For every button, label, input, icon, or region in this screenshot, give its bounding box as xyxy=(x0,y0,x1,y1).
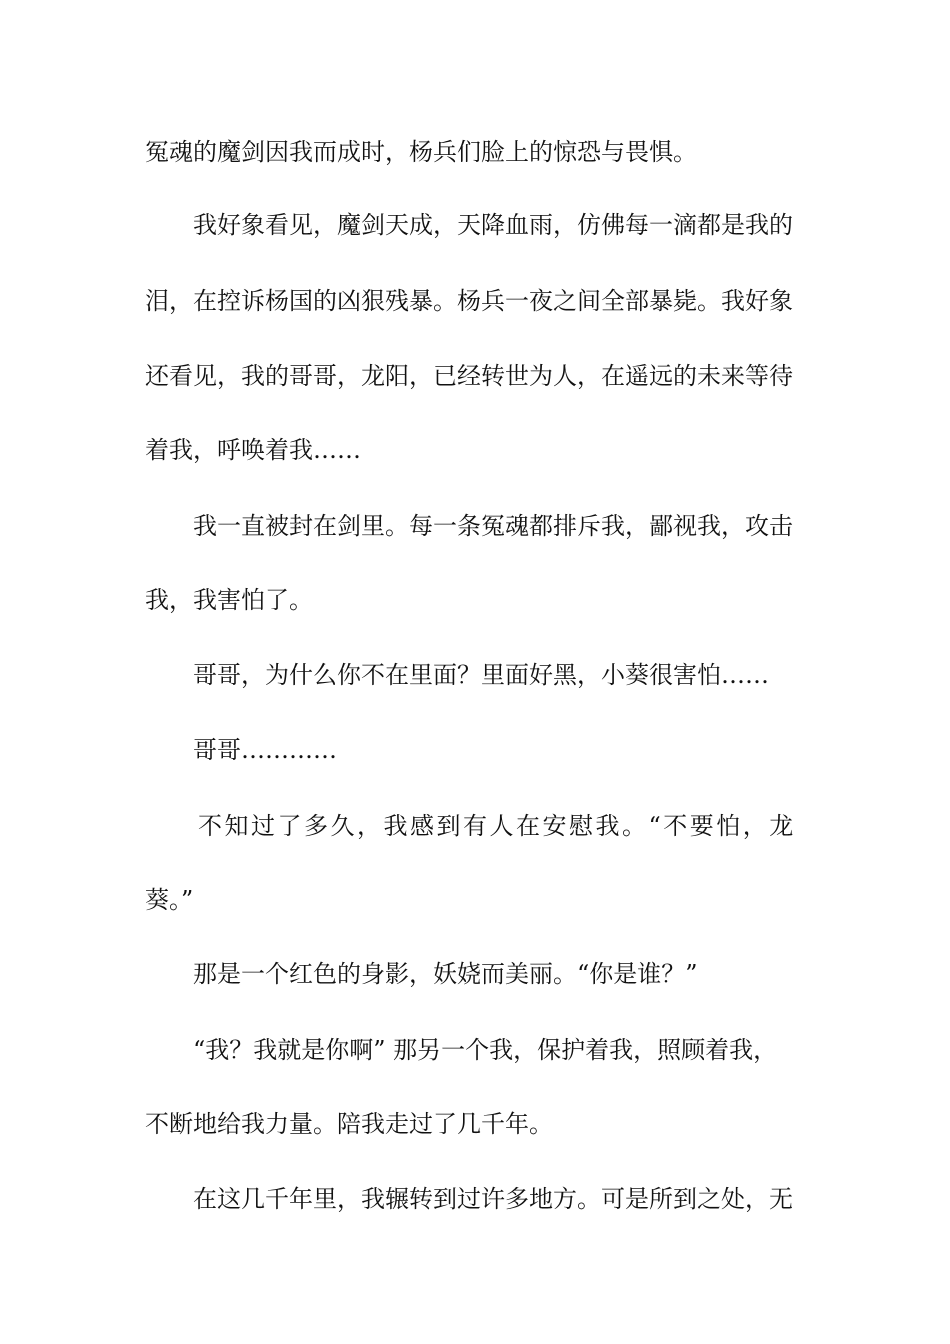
text-line: 哥哥，为什么你不在里面？里面好黑，小葵很害怕…… xyxy=(193,661,769,689)
text-line: 那是一个红色的身影，妖娆而美丽。“你是谁？” xyxy=(193,960,698,988)
text-line: 还看见，我的哥哥，龙阳，已经转世为人，在遥远的未来等待 xyxy=(145,362,793,390)
text-line: 不断地给我力量。陪我走过了几千年。 xyxy=(145,1110,553,1138)
text-line: 冤魂的魔剑因我而成时，杨兵们脸上的惊恐与畏惧。 xyxy=(145,138,697,166)
text-line: 我一直被封在剑里。每一条冤魂都排斥我，鄙视我，攻击 xyxy=(193,512,793,540)
text-line: 泪，在控诉杨国的凶狠残暴。杨兵一夜之间全部暴毙。我好象 xyxy=(145,287,793,315)
text-line: 我，我害怕了。 xyxy=(145,586,313,614)
text-line: 不知过了多久，我感到有人在安慰我。“不要怕，龙 xyxy=(198,812,796,840)
text-line: 在这几千年里，我辗转到过许多地方。可是所到之处，无 xyxy=(193,1185,793,1213)
text-line: 哥哥………… xyxy=(193,736,337,764)
text-line: 葵。” xyxy=(145,886,194,914)
text-line: 着我，呼唤着我…… xyxy=(145,436,361,464)
text-line: “我？我就是你啊” 那另一个我，保护着我，照顾着我， xyxy=(193,1036,778,1064)
text-line: 我好象看见，魔剑天成，天降血雨，仿佛每一滴都是我的 xyxy=(193,211,793,239)
